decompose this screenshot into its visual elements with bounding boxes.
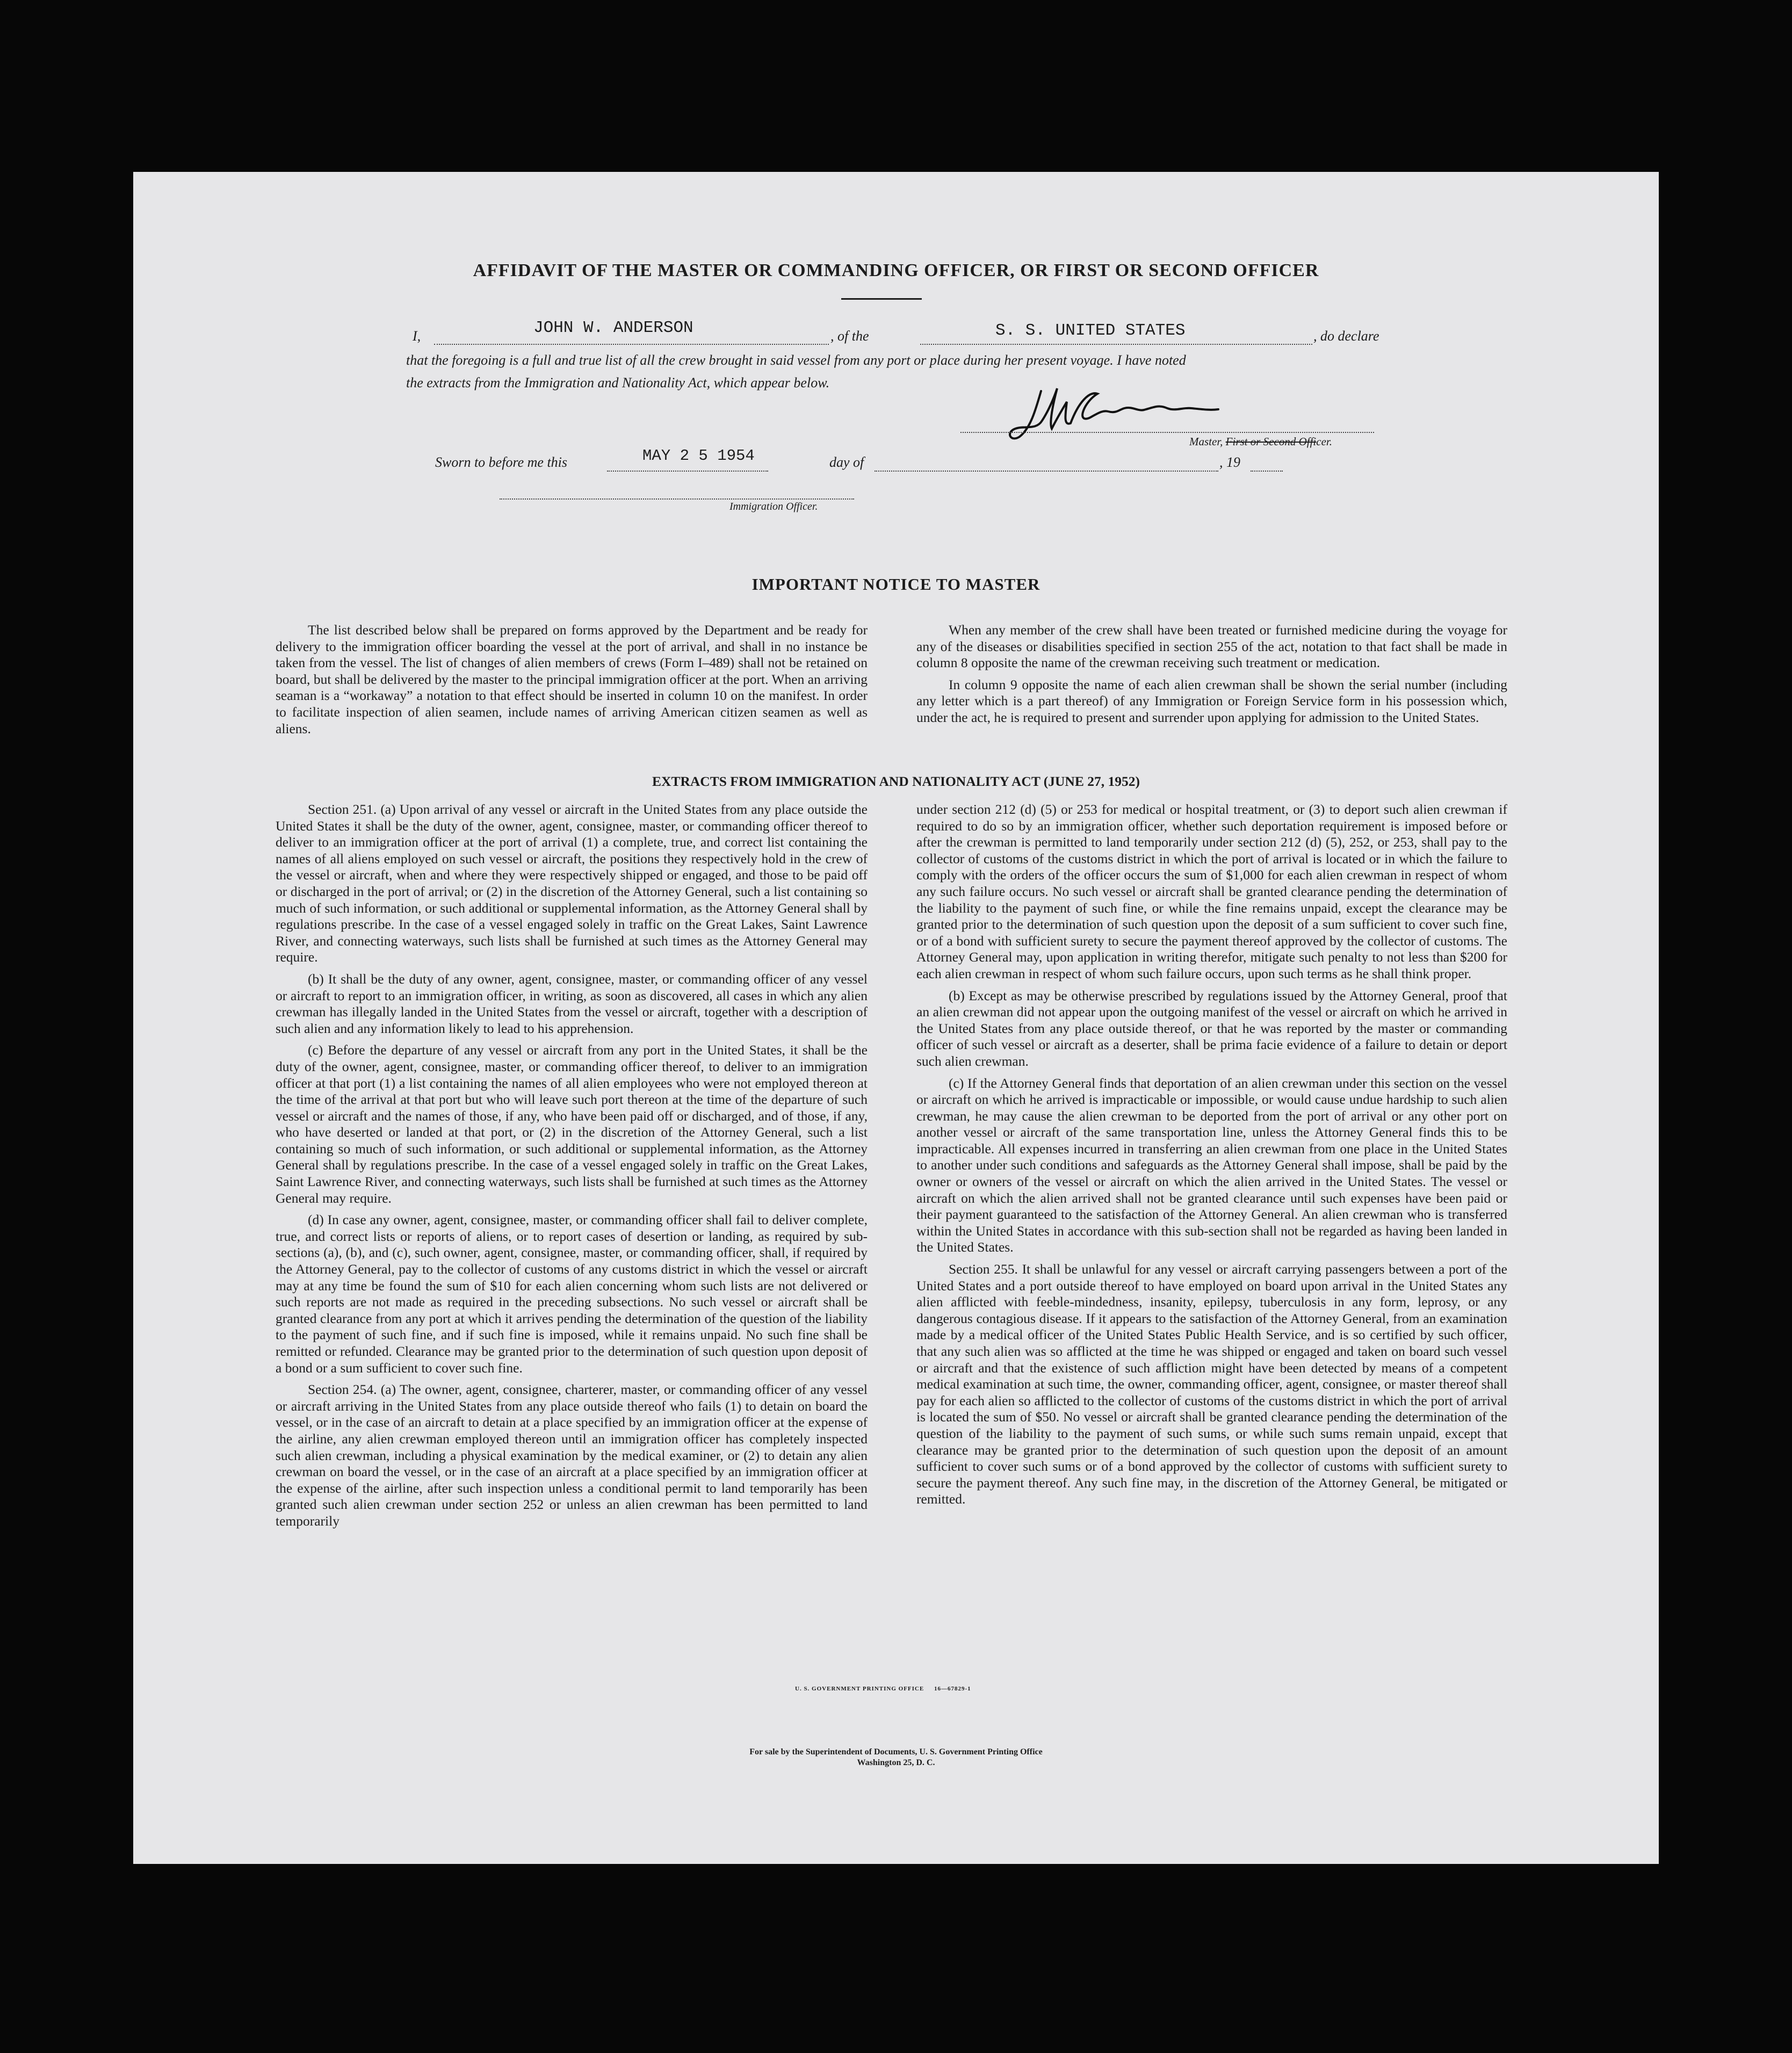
month-line	[875, 471, 1218, 472]
affidavit-title: AFFIDAVIT OF THE MASTER OR COMMANDING OFFICER, OR FIRST OR SECOND OFFICER	[473, 261, 1319, 280]
officer-signature-line	[500, 498, 854, 500]
section-255: Section 255. It shall be unlawful for any vessel or aircraft carrying passengers between a port of the United States and a port outside thereof to have employed on board upon arrival in the United States any alien afflicted with feeble-mindedness, insanity, epilepsy, tuberculosis in any form, leprosy, or any dangerous contagious disease. If it appears to the satisfaction of the Attorney General, from an examination made by a medical officer of the United States Public Health Service, and is so certified by such officer, that any such alien was so afflicted at the time he was shipped or engaged and taken on board such vessel or aircraft and that the existence of such affliction might have been detected by means of a competent medical examination at such time, the owner, commanding officer, agent, consignee, or master thereof shall pay for each alien so afflicted to the collector of customs of the customs district in which the port of arrival is located the sum of $50. No vessel or aircraft shall be granted clearance pending the determination of the question of the liability to the payment of such sums, or while such sums remain unpaid, except that clearance may be granted prior to the determination of such question upon the deposit of an amount sufficient to cover such sums or of a bond approved by the collector of customs with sufficient surety to secure the payment thereof. Any such fine may, in the discretion of the Attorney General, be mitigated or remitted.	[916, 1261, 1507, 1507]
notice-left-paragraph: The list described below shall be prepared on forms approved by the Department and be ready for delivery to the immigration officer boarding the vessel at the port of arrival, and shall in no instance be taken from the vessel. The list of changes of alien members of crews (Form I–489) shall not be retained on board, but shall be delivered by the master to the principal immigration officer at the port. When an arriving seaman is a “workaway” a notation to that effect should be inserted in column 10 on the manifest. In order to facilitate inspection of alien seamen, include names of arriving American citizen seamen as well as aliens.	[276, 622, 868, 736]
name-line	[434, 344, 829, 345]
notice-right-column	[916, 622, 1507, 732]
sale-line-2: Washington 25, D. C.	[857, 1758, 935, 1767]
notice-left-column	[276, 622, 868, 742]
statement-line-2: the extracts from the Immigration and Nationality Act, which appear below.	[406, 375, 830, 391]
title-rule	[841, 298, 922, 300]
notice-right-paragraph-1: When any member of the crew shall have been treated or furnished medicine during the voyage for any of the diseases or disabilities specified in section 255 of the act, notation to that fact shall be made in column 8 opposite the name of the crewman receiving such treatment or medication.	[916, 622, 1507, 671]
section-254-c: (c) If the Attorney General finds that deportation of an alien crewman under this section on the vessel or aircraft on which he arrived is impracticable or impossible, or would cause undue hardship to such alien crewman, he may cause the alien crewman to be deported from the port of arrival or any other port on another vessel or aircraft of the same transportation line, unless the Attorney General finds this to be impracticable. All expenses incurred in transferring an alien crewman from one place in the United States to another under such conditions and safeguards as the Attorney General shall impose, shall be paid by the owner or owners of the vessel or aircraft on which the alien arrived in the United States. The vessel or aircraft on which the alien arrived shall not be granted clearance until such expenses have been paid or their payment guaranteed to the satisfaction of the Attorney General. An alien crewman who is transferred within the United States in accordance with this sub-section shall not be regarded as having been landed in the United States.	[916, 1075, 1507, 1255]
notice-right-paragraph-2: In column 9 opposite the name of each alien crewman shall be shown the serial number (including any letter which is a part thereof) of any Immigration or Foreign Service form in his possession which, under the act, he is required to present and surrender upon applying for admission to the United States.	[916, 676, 1507, 725]
officer-caption: Immigration Officer.	[729, 501, 818, 512]
printing-office-imprint: U. S. GOVERNMENT PRINTING OFFICE 16—67829-1	[795, 1686, 971, 1692]
vessel-line	[920, 344, 1312, 345]
section-254-a: Section 254. (a) The owner, agent, consignee, charterer, master, or commanding officer of any vessel or aircraft arriving in the United States from any place outside thereof who fails (1) to detain on board the vessel, or in the case of an aircraft to detain at a place specified by an immigration officer at the expense of the airline, any alien crewman employed thereon until an immigration officer has completely inspected such alien crewman, including a physical examination by the medical examiner, or (2) to detain any alien crewman on board the vessel, or in the case of an aircraft at a place specified by an immigration officer at the expense of the airline, after such inspection unless a conditional permit to land temporarily has been granted such alien crewman under section 252 or unless an alien crewman has been permitted to land temporarily	[276, 1382, 868, 1529]
of-the-label: , of the	[830, 328, 869, 344]
sworn-label: Sworn to before me this	[435, 454, 568, 470]
day-of-label: day of	[829, 454, 864, 470]
section-254-b: (b) Except as may be otherwise prescribed by regulations issued by the Attorney General, proof that an alien crewman did not appear upon the outgoing manifest of the vessel or aircraft on which he arrived in the United States from any place outside thereof, or that he was reported by the master or commanding officer of such vessel or aircraft as a deserter, shall be prima facie evidence of a failure to detain or deport such alien crewman.	[916, 987, 1507, 1069]
section-251-b: (b) It shall be the duty of any owner, agent, consignee, master, or commanding officer of any vessel or aircraft to report to an immigration officer, in writing, as soon as discovered, all cases in which any alien crewman has illegally landed in the United States from the vessel or aircraft, together with a description of such alien and any information likely to lead to his apprehension.	[276, 971, 868, 1036]
notice-title: IMPORTANT NOTICE TO MASTER	[752, 575, 1040, 594]
extracts-left-column	[276, 801, 868, 1535]
master-name: JOHN W. ANDERSON	[533, 319, 693, 337]
sworn-date: MAY 2 5 1954	[642, 447, 755, 465]
section-254-a-continued: under section 212 (d) (5) or 253 for medical or hospital treatment, or (3) to deport such alien crewman if required to do so by an immigration officer, whether such deportation requirement is imposed before or after the crewman is permitted to land temporarily under section 212 (d) (5), 252, or 253, shall pay to the collector of customs of the customs district in which the port of arrival is located or in which the failure to comply with the orders of the officer occurs the sum of $1,000 for each alien crewman in respect of whom any such failure occurs. No such vessel or aircraft shall be granted clearance pending the determination of the liability to the payment of such fine, or while the fine remains unpaid, except the clearance may be granted prior to the determination of such question upon the deposit of a sum sufficient to cover such fine, or of a bond with sufficient surety to secure the payment thereof approved by the collector of customs. The Attorney General may, upon application in writing therefor, mitigate such penalty to not less than $200 for each alien crewman in respect of whom such failure occurs, upon such terms as he shall think proper.	[916, 801, 1507, 981]
section-251-a: Section 251. (a) Upon arrival of any vessel or aircraft in the United States from any place outside the United States it shall be the duty of the owner, agent, consignee, master, or commanding officer thereof to deliver to an immigration officer at the port of arrival (1) a complete, true, and correct list containing the names of all aliens employed on such vessel or aircraft, the positions they respectively hold in the crew of the vessel or aircraft, when and where they were respectively shipped or engaged, and those to be paid off or discharged in the port of arrival; or (2) in the discretion of the Attorney General, such a list containing so much of such information, or such additional or supplemental information, as the Attorney General shall by regulations prescribe. In the case of a vessel engaged solely in traffic on the Great Lakes, Saint Lawrence River, and connecting waterways, such lists shall be furnished at such times as the Attorney General may require.	[276, 801, 868, 965]
caption-struck: First or Second Offi	[1225, 435, 1317, 448]
do-declare-label: , do declare	[1313, 328, 1379, 344]
extracts-title: EXTRACTS FROM IMMIGRATION AND NATIONALITY ACT (JUNE 27, 1952)	[652, 774, 1140, 789]
statement-line-1: that the foregoing is a full and true list of all the crew brought in said vessel from any port or place during her present voyage. I have noted	[406, 352, 1186, 368]
caption-suffix: cer.	[1316, 435, 1332, 448]
year-prefix: , 19	[1219, 454, 1240, 470]
extracts-right-column	[916, 801, 1507, 1513]
vessel-name: S. S. UNITED STATES	[995, 321, 1186, 340]
sale-notice	[133, 1747, 1659, 1768]
caption-master: Master,	[1189, 435, 1226, 448]
section-251-c: (c) Before the departure of any vessel or aircraft from any port in the United States, it shall be the duty of the owner, agent, consignee, master, or commanding officer thereof, to deliver to an immigration officer at that port (1) a list containing the names of all alien employees who were not employed thereon at the time of the arrival at that port but who will leave such port thereon at the time of the departure of such vessel or aircraft and the names of those, if any, who have been paid off or discharged, and of those, if any, who have deserted or landed at that port, or (2) in the discretion of the Attorney General, such a list containing so much of such information, or such additional or supplemental information, as the Attorney General shall by regulations prescribe. In the case of a vessel engaged solely in traffic on the Great Lakes, Saint Lawrence River, and connecting waterways, such lists shall be furnished at such times as the Attorney General may require.	[276, 1042, 868, 1206]
signature-caption	[1189, 435, 1332, 449]
i-label: I,	[413, 328, 421, 344]
sworn-date-line	[607, 471, 768, 472]
signature-line	[960, 432, 1374, 433]
document-page	[133, 172, 1659, 1864]
sale-line-1: For sale by the Superintendent of Documents, U. S. Government Printing Office	[749, 1747, 1043, 1756]
year-line	[1251, 471, 1283, 472]
section-251-d: (d) In case any owner, agent, consignee, master, or commanding officer shall fail to deliver complete, true, and correct lists or reports of aliens, or to report cases of desertion or landing, as required by sub-sections (a), (b), and (c), such owner, agent, consignee, master, or commanding officer, shall, if required by the Attorney General, pay to the collector of customs of any customs district in which the vessel or aircraft may at any time be found the sum of $10 for each alien concerning whom such lists are not delivered or such reports are not made as required in the preceding subsections. No such vessel or aircraft shall be granted clearance from any port at which it arrives pending the determination of the question of the liability to the payment of such fine, and if such fine is imposed, while it remains unpaid. No such fine shall be remitted or refunded. Clearance may be granted prior to the determination of such question upon deposit of a bond or a sum sufficient to cover such fine.	[276, 1212, 868, 1376]
